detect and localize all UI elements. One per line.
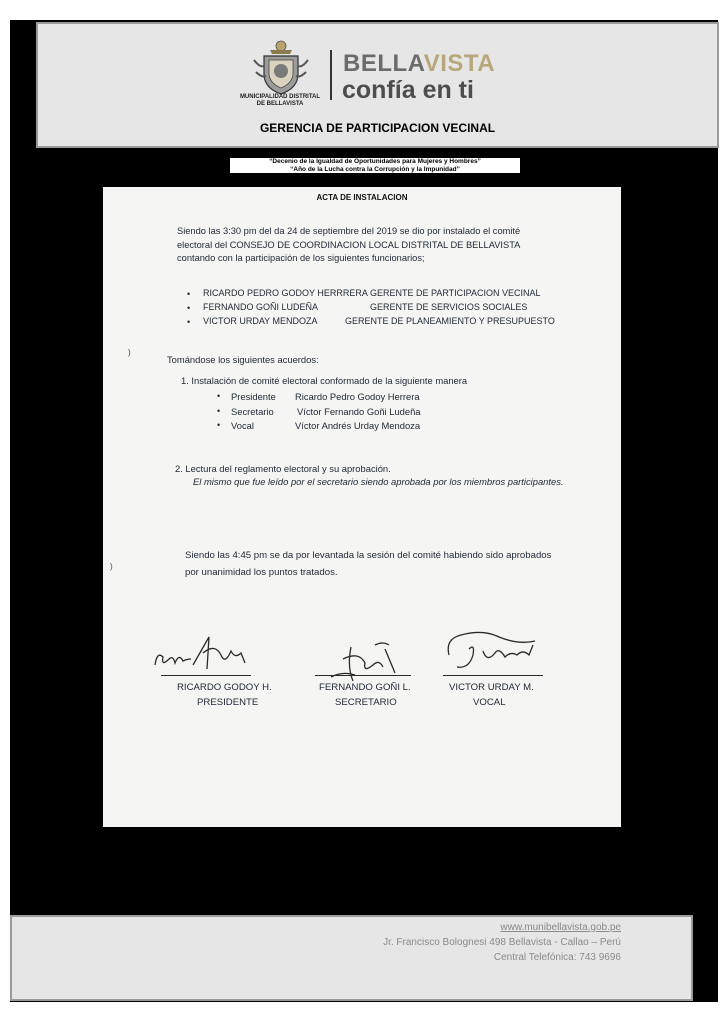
intro-paragraph: Siendo las 3:30 pm del da 24 de septiembre del 2019 se dio por instalado el comité electoral del CONSEJO DE COORDINACION LOCAL DISTRITAL DE BELLAVISTA contando con la participación de los siguientes funcionarios; — [177, 226, 521, 263]
decenio-banner — [230, 158, 520, 173]
official-role: GERENTE DE SERVICIOS SOCIALES — [370, 302, 528, 312]
official-role: GERENTE DE PLANEAMIENTO Y PRESUPUESTO — [345, 316, 555, 326]
brand-slogan: confía en ti — [342, 76, 474, 104]
bullet: • — [187, 317, 191, 327]
signature-secretario-icon — [313, 637, 423, 687]
signer-name: FERNANDO GOÑI L. — [319, 682, 411, 693]
acuerdos-heading: Tomándose los siguientes acuerdos: — [167, 354, 319, 365]
municipality-line1: MUNICIPALIDAD DISTRITAL — [239, 94, 321, 100]
scanned-document — [103, 187, 621, 827]
committee-position: Secretario — [231, 406, 274, 417]
signer-role: SECRETARIO — [335, 697, 397, 708]
letterhead-header — [36, 22, 719, 148]
agreement-item-2 — [175, 462, 575, 488]
bullet: • — [217, 391, 221, 401]
logo-divider — [330, 50, 332, 100]
signer-name: RICARDO GODOY H. — [177, 682, 272, 693]
committee-position: Presidente — [231, 391, 276, 402]
footer-address: Jr. Francisco Bolognesi 498 Bellavista - Callao – Perú — [383, 937, 621, 948]
agreement-item-2-body: El mismo que fue leído por el secretario siendo aprobada por los miembros participantes. — [193, 476, 564, 487]
official-name: RICARDO PEDRO GODOY HERRRERA — [203, 288, 368, 298]
brand-prefix: BELLA — [343, 50, 424, 77]
official-role: GERENTE DE PARTICIPACION VECINAL — [370, 288, 541, 298]
municipal-crest-icon — [250, 38, 312, 96]
municipality-name — [230, 94, 330, 108]
signer-role: PRESIDENTE — [197, 697, 259, 708]
margin-mark: ) — [110, 562, 113, 571]
bullet: • — [217, 420, 221, 430]
department-title: GERENCIA DE PARTICIPACION VECINAL — [259, 121, 496, 135]
signature-line — [443, 675, 543, 676]
footer-website-link[interactable]: www.munibellavista.gob.pe — [500, 922, 621, 933]
committee-member: Ricardo Pedro Godoy Herrera — [295, 391, 420, 402]
official-name: VICTOR URDAY MENDOZA — [203, 316, 318, 326]
signature-presidente-icon — [151, 629, 261, 679]
agreement-item-1: 1. Instalación de comité electoral conformado de la siguiente manera — [181, 375, 468, 386]
bullet: • — [187, 303, 191, 313]
committee-position: Vocal — [231, 420, 254, 431]
signer-name: VICTOR URDAY M. — [449, 682, 534, 693]
acta-title: ACTA DE INSTALACION — [316, 193, 408, 202]
municipality-line2: DE BELLAVISTA — [256, 101, 304, 107]
brand-accent: VISTA — [423, 50, 496, 77]
committee-member: Víctor Andrés Urday Mendoza — [295, 420, 421, 431]
decenio-line2: “Año de la Lucha contra la Corrupción y la Impunidad” — [290, 165, 460, 173]
footer-contact — [383, 920, 621, 965]
committee-member: Víctor Fernando Goñi Ludeña — [297, 406, 421, 417]
footer-phone: Central Telefónica: 743 9696 — [493, 952, 621, 963]
signature-line — [315, 675, 411, 676]
letterhead-footer — [10, 915, 693, 1001]
bullet: • — [187, 289, 191, 299]
margin-mark: ) — [128, 348, 131, 357]
decenio-line1: “Decenio de la Igualdad de Oportunidades para Mujeres y Hombres” — [269, 158, 481, 165]
signer-role: VOCAL — [473, 697, 506, 708]
signature-line — [161, 675, 251, 676]
brand-name — [343, 50, 495, 78]
official-name: FERNANDO GOÑI LUDEÑA — [203, 302, 319, 312]
closing-paragraph: Siendo las 4:45 pm se da por levantada la sesión del comité habiendo sido aprobados por unanimidad los puntos tratados. — [185, 550, 552, 578]
agreement-item-2-title: 2. Lectura del reglamento electoral y su aprobación. — [175, 463, 391, 474]
signature-vocal-icon — [439, 625, 549, 679]
bullet: • — [217, 406, 221, 416]
